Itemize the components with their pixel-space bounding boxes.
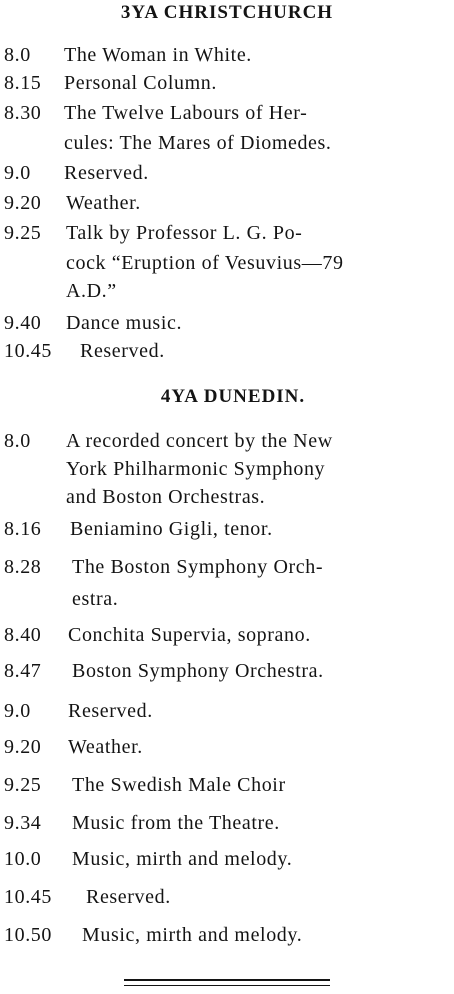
station-heading-4ya: 4YA DUNEDIN. <box>160 386 306 407</box>
program-text: Reserved. <box>64 162 149 184</box>
program-text: Music from the Theatre. <box>72 812 280 834</box>
program-time: 9.25 <box>4 774 42 796</box>
program-text: Weather. <box>66 192 141 214</box>
program-text: Reserved. <box>86 886 171 908</box>
divider-rule <box>124 979 330 981</box>
program-text: Conchita Supervia, soprano. <box>68 624 311 646</box>
program-text: Music, mirth and melody. <box>72 848 293 870</box>
program-text: Beniamino Gigli, tenor. <box>70 518 273 540</box>
program-text-continuation: A.D.” <box>66 280 117 302</box>
program-time: 9.0 <box>4 162 31 184</box>
program-text: Personal Column. <box>64 72 217 94</box>
program-time: 8.28 <box>4 556 42 578</box>
program-text: Music, mirth and melody. <box>82 924 303 946</box>
program-time: 10.45 <box>4 886 52 908</box>
program-time: 9.20 <box>4 192 42 214</box>
program-time: 8.47 <box>4 660 42 682</box>
program-time: 9.0 <box>4 700 31 722</box>
program-text: The Twelve Labours of Her- <box>64 102 308 124</box>
program-text: The Woman in White. <box>64 44 252 66</box>
program-text: Reserved. <box>68 700 153 722</box>
program-time: 9.40 <box>4 312 42 334</box>
program-text: Weather. <box>68 736 143 758</box>
program-time: 9.20 <box>4 736 42 758</box>
program-text: A recorded concert by the New <box>66 430 333 452</box>
program-text: The Boston Symphony Orch- <box>72 556 324 578</box>
program-time: 8.0 <box>4 44 31 66</box>
divider-rule <box>124 985 330 986</box>
station-heading-3ya: 3YA CHRISTCHURCH <box>120 2 334 23</box>
program-time: 8.30 <box>4 102 42 124</box>
program-text-continuation: and Boston Orchestras. <box>66 486 266 508</box>
program-time: 10.50 <box>4 924 52 946</box>
program-time: 8.40 <box>4 624 42 646</box>
program-text-continuation: cules: The Mares of Diomedes. <box>64 132 332 154</box>
program-time: 9.34 <box>4 812 42 834</box>
program-time: 9.25 <box>4 222 42 244</box>
program-text-continuation: cock “Eruption of Vesuvius—79 <box>66 252 344 274</box>
program-text-continuation: estra. <box>72 588 119 610</box>
program-text: Talk by Professor L. G. Po- <box>66 222 303 244</box>
program-text-continuation: York Philharmonic Symphony <box>66 458 326 480</box>
program-time: 10.45 <box>4 340 52 362</box>
program-time: 8.0 <box>4 430 31 452</box>
program-text: The Swedish Male Choir <box>72 774 286 796</box>
program-time: 10.0 <box>4 848 42 870</box>
program-text: Reserved. <box>80 340 165 362</box>
program-text: Boston Symphony Orchestra. <box>72 660 324 682</box>
program-time: 8.16 <box>4 518 42 540</box>
program-text: Dance music. <box>66 312 183 334</box>
program-time: 8.15 <box>4 72 42 94</box>
